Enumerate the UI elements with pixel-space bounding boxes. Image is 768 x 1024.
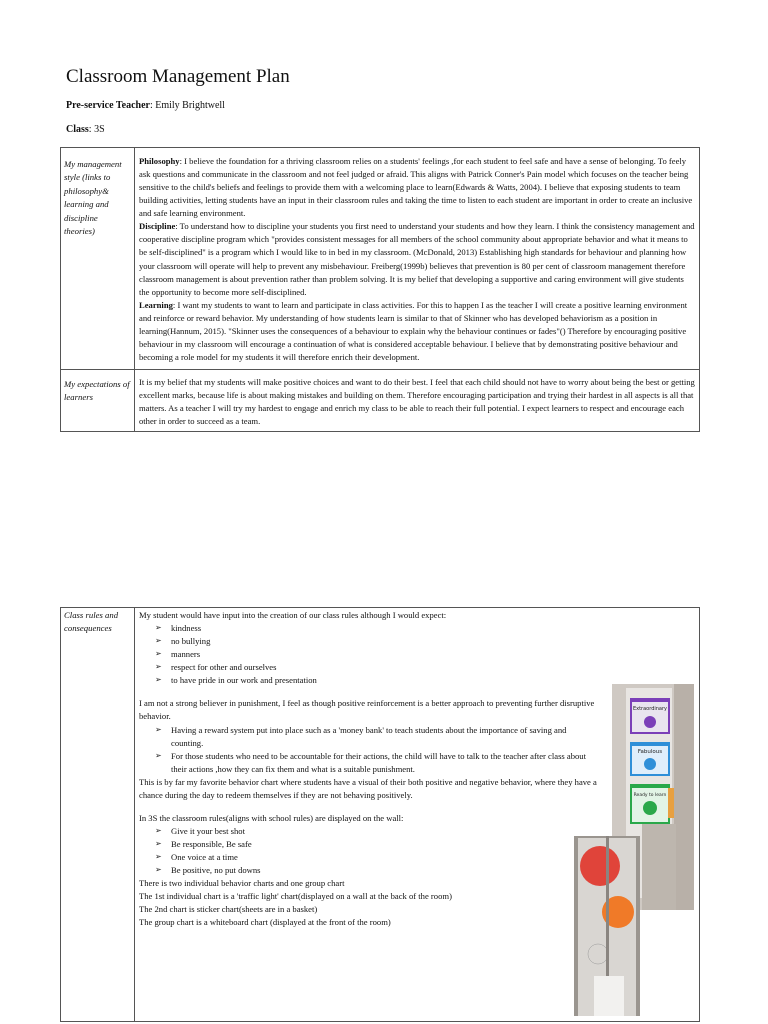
list-item: ➢ Be responsible, Be safe: [155, 838, 695, 851]
management-style-label: My management style (links to philosophy& learning and discipline theories): [61, 148, 135, 370]
discipline-heading: Discipline: [139, 221, 176, 232]
list-item: ➢ One voice at a time: [155, 851, 695, 864]
expectation-list: [139, 622, 695, 687]
rules-wall-intro: In 3S the classroom rules(aligns with school rules) are displayed on the wall:: [139, 812, 404, 823]
list-item: ➢ no bullying: [155, 635, 695, 648]
discipline-text: : To understand how to discipline your students you first need to understand your students and how they learn. I think the consistency management and cooperative discipline program which "provides consistent messages for all members of the school community about appropriate behavior and what it means to be self-disciplined" is a program which I would like to in bed in my classroom. (McDonald, 2013) Establishing high standards for behaviour and planning how your classroom will operate will help to prevent any misbehaviour. Freiberg(1999b) believes that prevention is 80 per cent of classroom management therefore classroom management is about prevention rather than problem solving. It is my belief that developing a supportive and caring environment will give students the opportunity to become more self-disciplined.: [139, 221, 695, 297]
punishment-list: [139, 724, 599, 776]
learning-heading: Learning: [139, 299, 173, 310]
expectations-row: [61, 370, 700, 432]
list-item: ➢ Having a reward system put into place such as a 'money bank' to teach students about the importance of saving and counting.: [155, 724, 599, 750]
chart-line-2: The 1st individual chart is a 'traffic light' chart(displayed on a wall at the back of the room): [139, 891, 452, 902]
philosophy-paragraph: [139, 155, 695, 220]
chart-label-fabulous: Fabulous: [637, 749, 663, 755]
expectations-text: It is my belief that my students will make positive choices and want to do their best. I feel that each child should not have to worry about being the best or getting excellent marks, because life is about making mistakes and building on them. Therefore encouraging participation and trying their hardest in all aspects is all that matters. As a teacher I will try my hardest to engage and enrich my class to be able to reach their full potential. I expect learners to respect and encourage each other in order to succeed as a team.: [135, 370, 700, 432]
expectations-label: My expectations of learners: [61, 370, 135, 432]
list-item: ➢ Be positive, no put downs: [155, 864, 695, 877]
chart-line-4: The group chart is a whiteboard chart (displayed at the front of the room): [139, 917, 391, 928]
plan-table-1: [60, 147, 700, 432]
class-line: [66, 124, 105, 135]
class-value: : 3S: [88, 124, 105, 135]
class-label: Class: [66, 124, 89, 135]
behavior-chart-text: This is by far my favorite behavior chart where students have a visual of their both positive and negative behavior, where they have a chance during the day to redeem themselves if they are not behaving positively.: [139, 776, 597, 800]
list-item: ➢ to have pride in our work and presentation: [155, 674, 695, 687]
chart-line-1: There is two individual behavior charts and one group chart: [139, 878, 345, 889]
list-item: ➢ manners: [155, 648, 695, 661]
class-rules-label: Class rules and consequences: [61, 608, 135, 1022]
teacher-name: : Emily Brightwell: [149, 100, 225, 111]
teacher-label: Pre-service Teacher: [66, 100, 150, 111]
chart-line-3: The 2nd chart is sticker chart(sheets are in a basket): [139, 904, 318, 915]
philosophy-text: : I believe the foundation for a thriving classroom relies on a students' feelings ,for each student to feel safe and have a sense of belonging. To feely ask questions and communicate in the classroom and not feel judged or afraid. This aligns with Patrick Conner's Pain model which focuses on the teacher being sensitive to the child's beliefs and feelings to provide them with a welcoming place to learn(Edwards & Watts, 2004). I believe that exposing students to team building activities, letting students have an input in their classroom rules and taking the time to listen to each student are important in order to create an inclusive and safe learning environment.: [139, 156, 693, 219]
learning-text: : I want my students to want to learn and participate in class activities. For this to happen I as the teacher I will create a positive learning environment and reinforce or reward behavior. My understanding of how students learn is similar to that of Skinner who has developed behaviorism as a position in learning(Hannum, 2015). "Skinner uses the consequences of a behaviour to explain why the behaviour continues or fades"() Therefore by encouraging positive behaviour in my classroom will encourage a continuation of what is considered acceptable behaviour. I believe that by demonstrating positive behaviour and becoming a role model for my students it will therefore enrich their development.: [139, 299, 688, 362]
chart-label-ready: Ready to learn: [633, 793, 667, 798]
traffic-light-chart-photo: [574, 836, 640, 1016]
teacher-line: [66, 100, 225, 111]
learning-paragraph: [139, 299, 695, 364]
document-title: Classroom Management Plan: [66, 66, 290, 87]
management-style-content: [135, 148, 700, 370]
list-item: ➢ kindness: [155, 622, 695, 635]
management-style-row: [61, 148, 700, 370]
rules-intro-text: My student would have input into the creation of our class rules although I would expect:: [139, 610, 447, 620]
list-item: ➢ Give it your best shot: [155, 825, 695, 838]
punishment-text: I am not a strong believer in punishment, I feel as though positive reinforcement is a better approach to preventing further disruptive behavior.: [139, 698, 595, 722]
list-item: ➢ For those students who need to be accountable for their actions, the child will have to talk to the teacher after class about their actions ,how they can fix them and what is a suitable punishment.: [155, 750, 599, 776]
discipline-paragraph: [139, 220, 695, 298]
philosophy-heading: Philosophy: [139, 156, 180, 166]
chart-label-extraordinary: Extraordinary: [632, 706, 668, 712]
list-item: ➢ respect for other and ourselves: [155, 661, 695, 674]
